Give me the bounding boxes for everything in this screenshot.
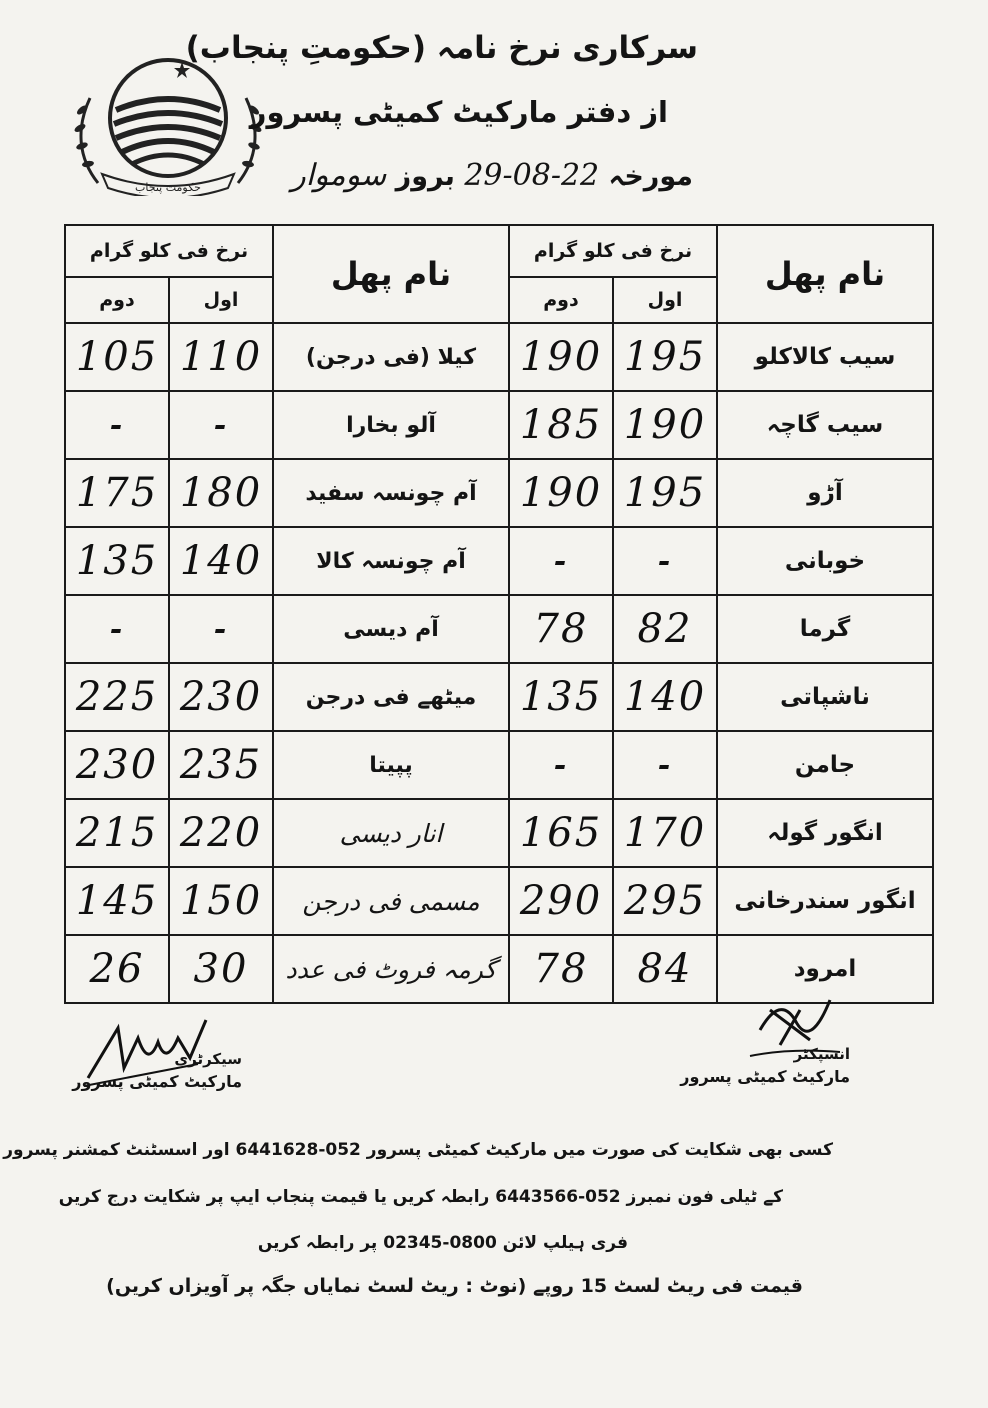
left-first-rate: 180 (169, 459, 273, 527)
right-first-rate: 84 (613, 935, 717, 1003)
right-fruit-name: گرما (717, 595, 933, 663)
left-second-rate: 26 (65, 935, 169, 1003)
day-label: بروز (395, 161, 455, 192)
left-first-rate: - (169, 595, 273, 663)
footer-line-2: کے ٹیلی فون نمبرز 052-6443566 رابطہ کریں یا قیمت پنجاب ایپ پر شکایت درج کریں (58, 1187, 783, 1207)
table-row (65, 391, 933, 459)
secretary-block (72, 1050, 242, 1091)
right-fruit-name: انگور گولہ (717, 799, 933, 867)
inspector-role: انسپکٹر (793, 1045, 850, 1063)
table-row (65, 663, 933, 731)
right-second-rate: 190 (509, 323, 613, 391)
right-fruit-name: سیب کالاکلو (717, 323, 933, 391)
right-second-rate: 165 (509, 799, 613, 867)
right-second-rate: - (509, 731, 613, 799)
right-first-header: اول (613, 277, 717, 323)
left-fruit-name: آم چونسہ سفید (273, 459, 509, 527)
right-fruit-name: خوبانی (717, 527, 933, 595)
left-first-rate: 30 (169, 935, 273, 1003)
right-first-rate: 295 (613, 867, 717, 935)
left-fruit-name: آلو بخارا (273, 391, 509, 459)
right-second-rate: 185 (509, 391, 613, 459)
punjab-government-emblem-icon (68, 48, 268, 196)
table-row (65, 867, 933, 935)
left-second-rate: 230 (65, 731, 169, 799)
right-second-header: دوم (509, 277, 613, 323)
right-fruit-name: سیب گاچہ (717, 391, 933, 459)
left-first-rate: 220 (169, 799, 273, 867)
right-first-rate: 190 (613, 391, 717, 459)
left-rate-header: نرخ فی کلو گرام (65, 225, 273, 277)
table-row (65, 731, 933, 799)
table-row (65, 595, 933, 663)
right-fruit-name: انگور سندرخانی (717, 867, 933, 935)
right-fruit-name: ناشپاتی (717, 663, 933, 731)
left-first-rate: - (169, 391, 273, 459)
right-first-rate: 195 (613, 323, 717, 391)
date-label: مورخہ (608, 161, 693, 192)
document-subtitle: از دفتر مارکیٹ کمیٹی پسرور (249, 95, 668, 129)
table-row (65, 799, 933, 867)
left-first-rate: 230 (169, 663, 273, 731)
left-first-rate: 110 (169, 323, 273, 391)
left-fruit-name: آم دیسی (273, 595, 509, 663)
right-second-rate: 290 (509, 867, 613, 935)
left-second-rate: - (65, 595, 169, 663)
document-title: سرکاری نرخ نامہ (حکومتِ پنجاب) (185, 30, 698, 66)
right-name-header: نام پھل (717, 225, 933, 323)
right-fruit-name: امرود (717, 935, 933, 1003)
left-fruit-name: انار دیسی (273, 799, 509, 867)
right-second-rate: - (509, 527, 613, 595)
right-first-rate: - (613, 731, 717, 799)
inspector-org: مارکیٹ کمیٹی پسرور (680, 1067, 850, 1086)
right-second-rate: 78 (509, 595, 613, 663)
emblem-caption: حکومت پنجاب (135, 181, 201, 194)
right-first-rate: 82 (613, 595, 717, 663)
footer-line-4: قیمت فی ریٹ لسٹ 15 روپے (نوٹ : ریٹ لسٹ نمایاں جگہ پر آویزاں کریں) (106, 1275, 803, 1297)
left-name-header: نام پھل (273, 225, 509, 323)
right-first-rate: - (613, 527, 717, 595)
day-value: سوموار (291, 158, 387, 193)
right-first-rate: 195 (613, 459, 717, 527)
date-line (291, 158, 693, 193)
left-second-rate: 215 (65, 799, 169, 867)
right-second-rate: 190 (509, 459, 613, 527)
fruit-rates-table (64, 224, 934, 1004)
left-second-rate: 135 (65, 527, 169, 595)
left-first-rate: 235 (169, 731, 273, 799)
left-second-rate: 145 (65, 867, 169, 935)
footer-line-3: فری ہیلپ لائن 0800-02345 پر رابطہ کریں (257, 1233, 628, 1253)
left-second-rate: 105 (65, 323, 169, 391)
date-value: 29-08-22 (464, 158, 600, 193)
right-first-rate: 170 (613, 799, 717, 867)
secretary-role: سیکرٹری (174, 1050, 242, 1068)
secretary-org: مارکیٹ کمیٹی پسرور (72, 1072, 242, 1091)
left-second-header: دوم (65, 277, 169, 323)
left-fruit-name: کیلا (فی درجن) (273, 323, 509, 391)
left-fruit-name: میٹھے فی درجن (273, 663, 509, 731)
table-row (65, 459, 933, 527)
left-second-rate: - (65, 391, 169, 459)
left-second-rate: 175 (65, 459, 169, 527)
left-fruit-name: پپیتا (273, 731, 509, 799)
right-second-rate: 135 (509, 663, 613, 731)
footer-line-1: کسی بھی شکایت کی صورت میں مارکیٹ کمیٹی پسرور 052-6441628 اور اسسٹنٹ کمشنر پسرور (3, 1140, 833, 1160)
left-fruit-name: مسمی فی درجن (273, 867, 509, 935)
right-fruit-name: آڑو (717, 459, 933, 527)
inspector-block (680, 1045, 850, 1086)
right-second-rate: 78 (509, 935, 613, 1003)
left-second-rate: 225 (65, 663, 169, 731)
left-fruit-name: گرمہ فروٹ فی عدد (273, 935, 509, 1003)
left-first-rate: 150 (169, 867, 273, 935)
right-fruit-name: جامن (717, 731, 933, 799)
left-fruit-name: آم چونسہ کالا (273, 527, 509, 595)
left-first-header: اول (169, 277, 273, 323)
left-first-rate: 140 (169, 527, 273, 595)
table-row (65, 527, 933, 595)
table-row (65, 323, 933, 391)
right-rate-header: نرخ فی کلو گرام (509, 225, 717, 277)
right-first-rate: 140 (613, 663, 717, 731)
